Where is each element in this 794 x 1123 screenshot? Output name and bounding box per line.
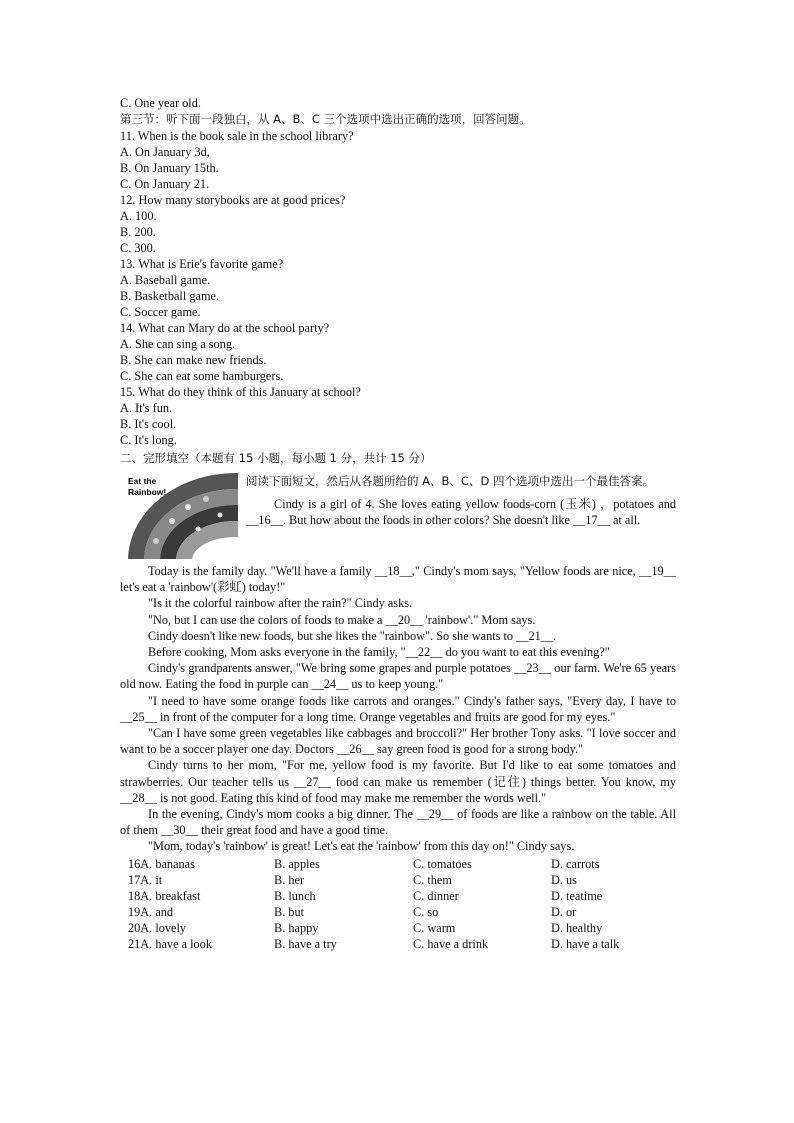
- option-b: B. her: [274, 872, 305, 887]
- exam-page: [120, 95, 676, 952]
- question-text: 12. How many storybooks are at good prices?: [120, 193, 346, 207]
- option-line: C. She can eat some hamburgers.: [120, 369, 284, 383]
- option-line: B. On January 15th.: [120, 161, 219, 175]
- option-d: D. or: [551, 904, 577, 919]
- cloze-intro: [120, 471, 676, 563]
- option-line: A. On January 3d,: [120, 145, 210, 159]
- option-a: 16A. bananas: [128, 856, 195, 871]
- option-a: 17A. it: [128, 872, 163, 887]
- passage-paragraph: "I need to have some orange foods like carrots and oranges." Cindy's father says, "Every day, I have to __25__ in front of the computer for a long time. Orange vegetables and fruits are good for my eyes.": [120, 693, 676, 724]
- option-line: A. It's fun.: [120, 401, 173, 415]
- option-d: D. teatime: [551, 888, 603, 903]
- option-b: B. happy: [274, 920, 319, 935]
- section-heading: 第三节：听下面一段独白，从 A、B、C 三个选项中选出正确的选项，回答问题。: [120, 112, 531, 126]
- listening-option-line: C. One year old.: [120, 96, 201, 110]
- passage-paragraph: In the evening, Cindy's mom cooks a big dinner. The __29__ of foods are like a rainbow on the table. All of them __30__ their great food and have a good time.: [120, 807, 676, 838]
- option-a: 18A. breakfast: [128, 888, 201, 903]
- option-line: B. Basketball game.: [120, 289, 220, 303]
- option-line: B. It's cool.: [120, 417, 177, 431]
- question-text: 14. What can Mary do at the school party?: [120, 321, 330, 335]
- option-row: [120, 904, 676, 920]
- option-a: 20A. lovely: [128, 920, 187, 935]
- passage-paragraph: Cindy is a girl of 4. She loves eating yellow foods-corn (玉米) ，potatoes and __16__. But how about the foods in other colors? She doesn't like __17__ at all.: [246, 497, 676, 528]
- passage-paragraph: "Can I have some green vegetables like cabbages and broccoli?" Her brother Tony asks. "I love soccer and want to be a soccer player one day. Doctors __26__ say green food is good for a strong body.": [120, 726, 676, 757]
- option-b: B. but: [274, 904, 305, 919]
- option-row: [120, 936, 676, 952]
- image-caption-line: Rainbow!: [128, 487, 167, 497]
- option-c: C. so: [413, 904, 439, 919]
- passage-paragraph: Cindy's grandparents answer, "We bring some grapes and purple potatoes __23__ our farm. We're 65 years old now. Eating the food in purple can __24__ us to keep young.": [120, 661, 676, 692]
- option-row: [120, 872, 676, 888]
- option-row: [120, 920, 676, 936]
- option-c: C. warm: [413, 920, 456, 935]
- listening-questions: [120, 128, 676, 448]
- option-c: C. them: [413, 872, 452, 887]
- option-c: C. have a drink: [413, 936, 489, 951]
- option-d: D. carrots: [551, 856, 600, 871]
- option-b: B. apples: [274, 856, 320, 871]
- option-line: B. She can make new friends.: [120, 353, 267, 367]
- option-line: C. It's long.: [120, 433, 177, 447]
- passage-paragraph: Today is the family day. "We'll have a family __18__," Cindy's mom says, "Yellow foods are nice, __19__ let's eat a 'rainbow'(彩虹) today!": [120, 564, 676, 595]
- option-line: C. 300.: [120, 241, 156, 255]
- question-text: 15. What do they think of this January at school?: [120, 385, 361, 399]
- option-c: C. dinner: [413, 888, 459, 903]
- passage: [120, 563, 676, 855]
- instruction-text: 阅读下面短文，然后从各题所给的 A、B、C、D 四个选项中选出一个最佳答案。: [246, 474, 654, 488]
- passage-paragraph: "Is it the colorful rainbow after the rain?" Cindy asks.: [148, 596, 413, 611]
- option-line: C. On January 21.: [120, 177, 210, 191]
- option-a: 21A. have a look: [128, 936, 213, 951]
- option-line: B. 200.: [120, 225, 156, 239]
- passage-paragraph: Cindy doesn't like new foods, but she likes the "rainbow". So she wants to __21__.: [148, 628, 557, 643]
- option-c: C. tomatoes: [413, 856, 472, 871]
- question-text: 13. What is Erie's favorite game?: [120, 257, 284, 271]
- image-caption-line: Eat the: [128, 476, 157, 486]
- intro-text: [246, 471, 676, 528]
- passage-paragraph: Before cooking, Mom asks everyone in the family, "__22__ do you want to eat this evening?": [148, 645, 610, 660]
- option-line: A. 100.: [120, 209, 157, 223]
- option-d: D. us: [551, 872, 577, 887]
- passage-paragraph: "Mom, today's 'rainbow' is great! Let's eat the 'rainbow' from this day on!" Cindy says.: [148, 839, 575, 854]
- passage-paragraph: Cindy turns to her mom, "For me, yellow food is my favorite. But I'd like to eat some tomatoes and strawberries. Our teacher tells us __27__ food can make us remember (记住) things better. You know, my __28__ is not good. Eating this kind of food may make me remember the words well.": [120, 758, 676, 805]
- answer-options: [120, 856, 676, 952]
- option-line: C. Soccer game.: [120, 305, 201, 319]
- part-heading: 二、完形填空（本题有 15 小题，每小题 1 分，共计 15 分）: [120, 451, 432, 465]
- rainbow-illustration: [126, 471, 238, 561]
- option-line: A. She can sing a song.: [120, 337, 236, 351]
- option-b: B. lunch: [274, 888, 316, 903]
- option-row: [120, 856, 676, 872]
- option-a: 19A. and: [128, 904, 174, 919]
- question-text: 11. When is the book sale in the school library?: [120, 129, 354, 143]
- option-d: D. healthy: [551, 920, 603, 935]
- option-line: A. Baseball game.: [120, 273, 211, 287]
- option-row: [120, 888, 676, 904]
- option-d: D. have a talk: [551, 936, 620, 951]
- passage-paragraph: "No, but I can use the colors of foods to make a __20__ 'rainbow'." Mom says.: [148, 612, 536, 627]
- option-b: B. have a try: [274, 936, 337, 951]
